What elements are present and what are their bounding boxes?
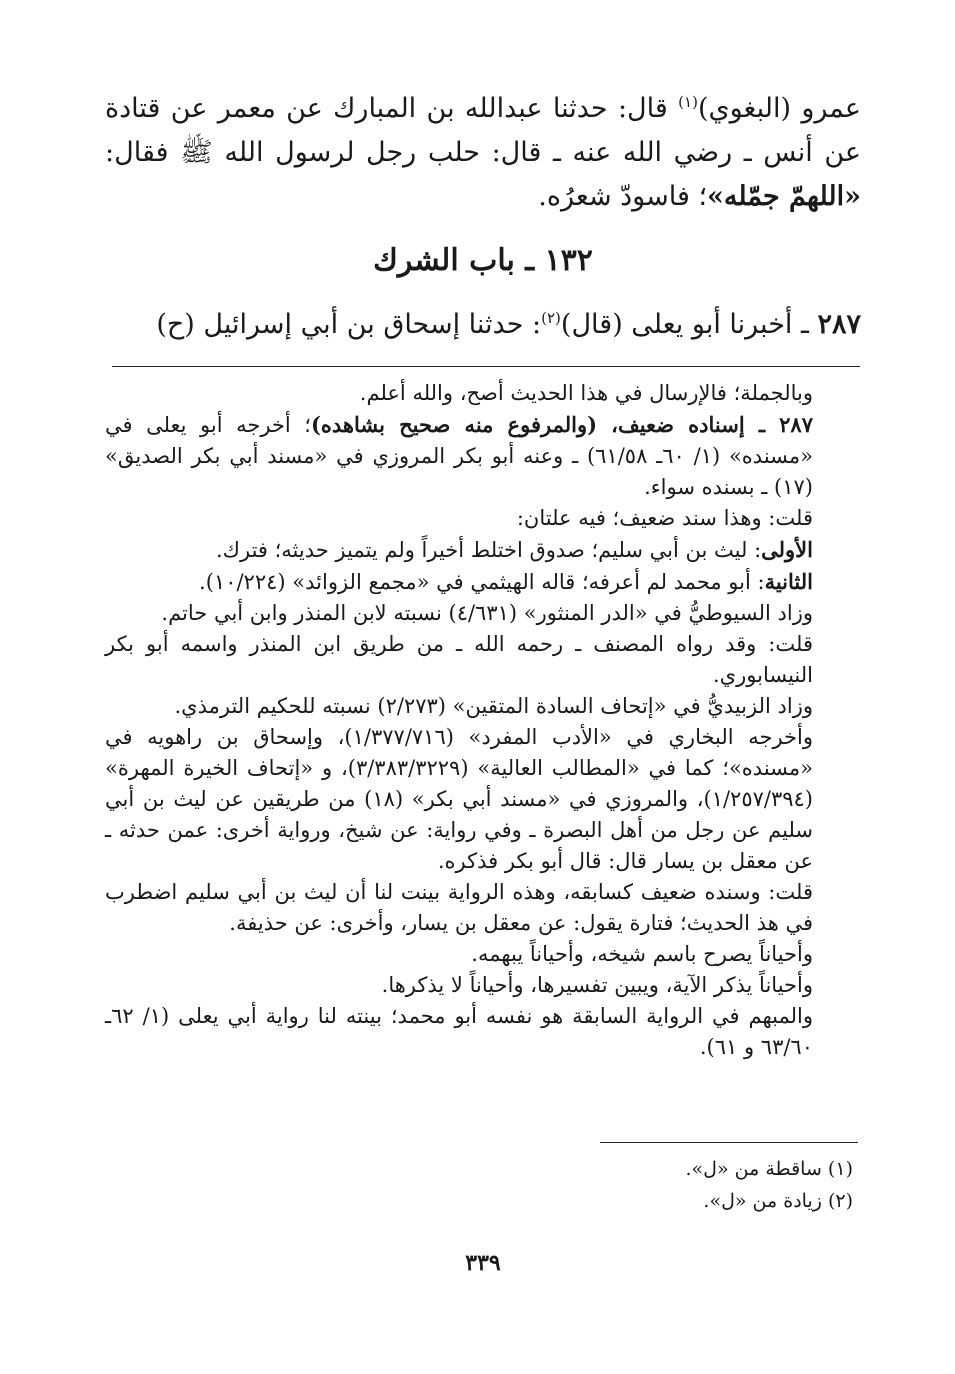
footnote-marker: (٢) xyxy=(541,309,561,327)
commentary-line: ٢٨٧ ـ إسناده ضعيف، (والمرفوع منه صحيح بشاهده)؛ أخرجه أبو يعلى في «مسنده» (١/ ٦٠ـ ٦١/٥٨) ـ وعنه أبو بكر المروزي في «مسند أبي بكر الصديق» (١٧) ـ بسنده سواء. xyxy=(105,412,813,499)
commentary-line: وبالجملة؛ فالإرسال في هذا الحديث أصح، والله أعلم. xyxy=(359,381,813,405)
footnotes-block xyxy=(105,1153,861,1217)
page-number: ٣٣٩ xyxy=(465,1250,501,1276)
commentary-line: وأحياناً يذكر الآية، ويبين تفسيرها، وأحياناً لا يذكرها. xyxy=(381,973,813,997)
hadith-line: ٢٨٧ ـ أخبرنا أبو يعلى (قال)$^{(٢)}$: حدثنا إسحاق بن أبي إسرائيل (ح) xyxy=(156,309,861,340)
footnote-marker: (١) xyxy=(678,93,698,111)
commentary-line: والمبهم في الرواية السابقة هو نفسه أبو محمد؛ بينته لنا رواية أبي يعلى (١/ ٦٢ـ ٦٣/٦٠ و ٦١). xyxy=(105,1004,813,1059)
main-paragraph: عمرو (البغوي)$^{(١)}$ قال: حدثنا عبدالله بن المبارك عن معمر عن قتادة عن أنس ـ رضي الله عنه ـ قال: حلب رجل لرسول الله ﷺ فقال: «اللهمّ جمّله»؛ فاسودّ شعرُه. xyxy=(105,93,861,212)
footnote: (٢) زيادة من «ل». xyxy=(703,1190,853,1212)
commentary-line: وزاد الزبيديُّ في «إتحاف السادة المتقين» (٢/٢٧٣) نسبته للحكيم الترمذي. xyxy=(174,694,813,718)
divider-rule xyxy=(112,366,860,367)
commentary-line: قلت: وسنده ضعيف كسابقه، وهذه الرواية بينت لنا أن ليث بن أبي سليم اضطرب في هذ الحديث؛ فتارة يقول: عن معقل بن يسار، وأخرى: عن حذيفة. xyxy=(105,880,813,935)
hadith-number: ٢٨٧ xyxy=(779,412,813,437)
footnote: (١) ساقطة من «ل». xyxy=(685,1158,853,1180)
commentary-line: وأحياناً يصرح باسم شيخه، وأحياناً يبهمه. xyxy=(471,942,813,966)
commentary-line: وزاد السيوطيُّ في «الدر المنثور» (٤/٦٣١) نسبته لابن المنذر وابن أبي حاتم. xyxy=(161,601,813,625)
main-text-block xyxy=(105,80,861,219)
commentary-line: وأخرجه البخاري في «الأدب المفرد» (١/٣٧٧/٧١٦)، وإسحاق بن راهويه في «مسنده»؛ كما في «المطالب العالية» (٣/٣٨٣/٣٢٢٩)، و «إتحاف الخيرة المهرة» (١/٢٥٧/٣٩٤)، والمروزي في «مسند أبي بكر» (١٨) من طريقين عن ليث بن أبي سليم عن رجل من أهل البصرة ـ وفي رواية: عن شيخ، ورواية أخرى: عمن حدثه ـ عن معقل بن يسار قال: قال أبو بكر فذكره. xyxy=(105,725,813,873)
commentary-line: الأولى: ليث بن أبي سليم؛ صدوق اختلط أخيراً ولم يتميز حديثه؛ فترك. xyxy=(216,537,813,562)
footnote-divider xyxy=(600,1142,858,1143)
section-heading: ١٣٢ ـ باب الشرك xyxy=(373,243,593,278)
commentary-line: قلت: وقد رواه المصنف ـ رحمه الله ـ من طريق ابن المنذر واسمه أبو بكر النيسابوري. xyxy=(105,632,813,687)
commentary-line: الثانية: أبو محمد لم أعرفه؛ قاله الهيثمي في «مجمع الزوائد» (١٠/٢٢٤). xyxy=(199,569,813,594)
hadith-number: ٢٨٧ xyxy=(817,309,861,340)
commentary-line: قلت: وهذا سند ضعيف؛ فيه علتان: xyxy=(516,506,813,530)
quoted-supplication: «اللهمّ جمّله» xyxy=(707,181,861,212)
commentary-block xyxy=(105,378,861,1063)
